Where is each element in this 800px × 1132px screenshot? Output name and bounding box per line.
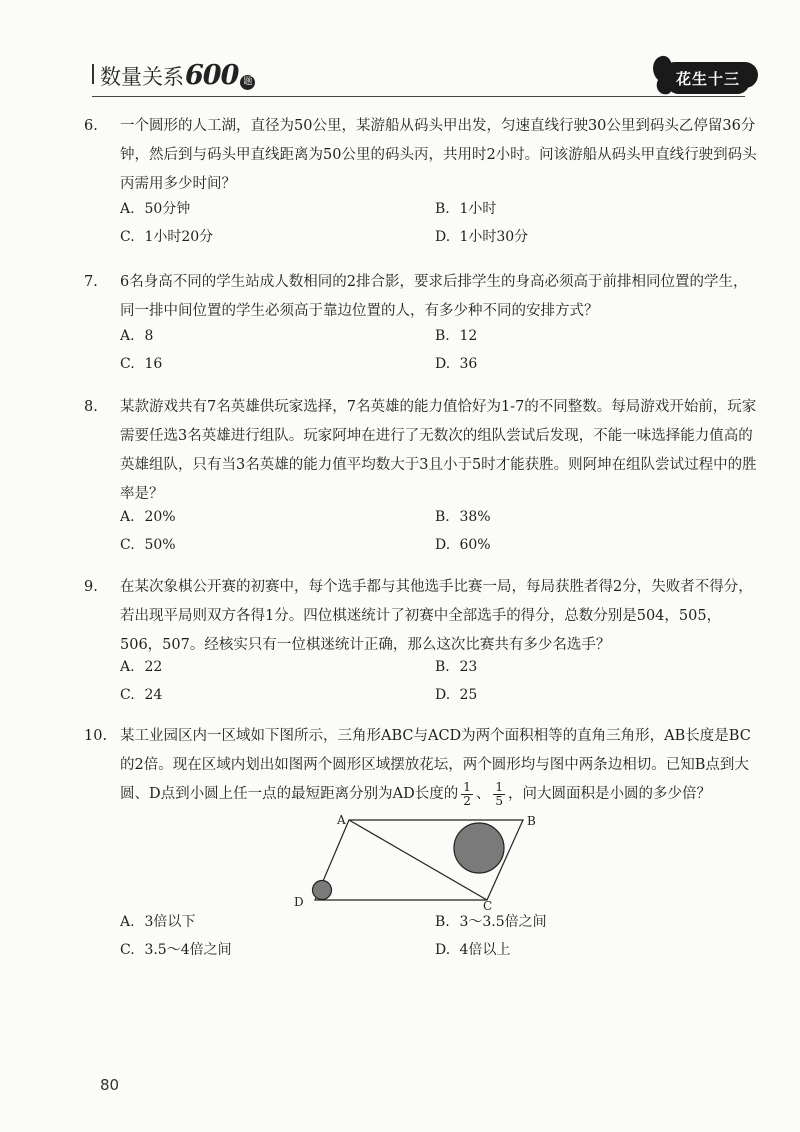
question-number: 8.: [84, 399, 98, 415]
question-body: 某款游戏共有7名英雄供玩家选择，7名英雄的能力值恰好为1-7的不同整数。每局游戏开始前，玩家需要任选3名英雄进行组队。玩家阿坤在进行了无数次的组队尝试后发现，不能一味选择能力值高的英雄组队，只有当3名英雄的能力值平均数大于3且小于5时才能获胜。则阿坤在组队尝试过程中的胜率是？: [120, 399, 757, 502]
label-c: C: [483, 899, 493, 910]
question-text: 10. 某工业园区内一区域如下图所示，三角形ABC与ACD为两个面积相等的直角三角形，AB长度是BC的2倍。现在区域内划出如图两个圆形区域摆放花坛，两个圆形均与图中两条边相切。已知B点到大圆、D点到小圆上任一点的最短距离分别为AD长度的 $\frac{1}{2}$ 、 $\frac{1}{5}$ ，问大圆面积是小圆的多少倍？: [120, 722, 760, 809]
brand-name: 花生十三: [666, 64, 750, 94]
question-body: 一个圆形的人工湖，直径为50公里，某游船从码头甲出发，匀速直线行驶30公里到码头乙停留36分钟，然后到与码头甲直线距离为50公里的码头丙，共用时2小时。问该游船从码头甲直线行驶到码头丙需用多少时间？: [120, 118, 757, 192]
option-d: D. 36: [435, 356, 478, 372]
option-c: C. 1小时20分: [120, 229, 214, 245]
option-b: B. 38%: [435, 509, 491, 525]
option-d: D. 25: [435, 687, 478, 703]
question-number: 10.: [84, 728, 108, 744]
question-text: [84, 268, 760, 326]
option-c: C. 16: [120, 356, 163, 372]
fraction-one-fifth: $\frac{1}{5}$: [495, 779, 504, 808]
question-text: [84, 112, 760, 199]
parallelogram-figure: [285, 810, 555, 910]
option-a: A. 20%: [120, 509, 176, 525]
large-circle: [454, 823, 504, 873]
brand-logo: [648, 50, 760, 98]
label-a: A: [337, 813, 346, 827]
option-a: A. 8: [120, 328, 154, 344]
option-b: B. 1小时: [435, 201, 497, 217]
question-body-tail: ，问大圆面积是小圆的多少倍？: [508, 786, 712, 802]
label-b: B: [527, 814, 536, 828]
option-d: D. 60%: [435, 537, 491, 553]
question-body: 6名身高不同的学生站成人数相同的2排合影，要求后排学生的身高必须高于前排相同位置的学生，同一排中间位置的学生必须高于靠边位置的人，有多少种不同的安排方式？: [120, 274, 748, 319]
option-d: D. 1小时30分: [435, 229, 529, 245]
option-a: A. 22: [120, 659, 163, 675]
question-number: 7.: [84, 274, 98, 290]
q10-option-a: A. 3倍以下: [120, 914, 196, 930]
option-b: B. 12: [435, 328, 478, 344]
option-c: C. 24: [120, 687, 163, 703]
q10-option-b: B. 3～3.5倍之间: [435, 914, 547, 930]
page-header: [0, 0, 800, 105]
book-title-number: 600: [185, 60, 239, 91]
q10-option-c: C. 3.5～4倍之间: [120, 942, 232, 958]
fraction-one-half: $\frac{1}{2}$: [463, 779, 471, 808]
question-number: 9.: [84, 579, 98, 595]
question-number: 6.: [84, 118, 98, 134]
q10-option-d: D. 4倍以上: [435, 942, 511, 958]
small-circle: [313, 881, 332, 900]
page-number: 80: [100, 1076, 120, 1094]
option-a: A. 50分钟: [120, 201, 191, 217]
question-body: 在某次象棋公开赛的初赛中，每个选手都与其他选手比赛一局，每局获胜者得2分，失败者不得分，若出现平局则双方各得1分。四位棋迷统计了初赛中全部选手的得分，总数分别是504，505，506，507。经核实只有一位棋迷统计正确，那么这次比赛共有多少名选手？: [120, 579, 753, 653]
question-text: [84, 393, 760, 509]
option-c: C. 50%: [120, 537, 176, 553]
book-title-text: 数量关系: [100, 65, 184, 89]
header-rule: [92, 96, 745, 97]
label-d: D: [294, 895, 304, 909]
option-b: B. 23: [435, 659, 478, 675]
book-title-badge: 题: [240, 75, 255, 90]
question-text: [84, 573, 760, 660]
title-divider: [92, 64, 94, 84]
book-title: [92, 60, 255, 91]
question-body: 某工业园区内一区域如下图所示，三角形ABC与ACD为两个面积相等的直角三角形，AB长度是BC的2倍。现在区域内划出如图两个圆形区域摆放花坛，两个圆形均与图中两条边相切。已知B点到大圆、D点到小圆上任一点的最短距离分别为AD长度的: [120, 728, 751, 802]
